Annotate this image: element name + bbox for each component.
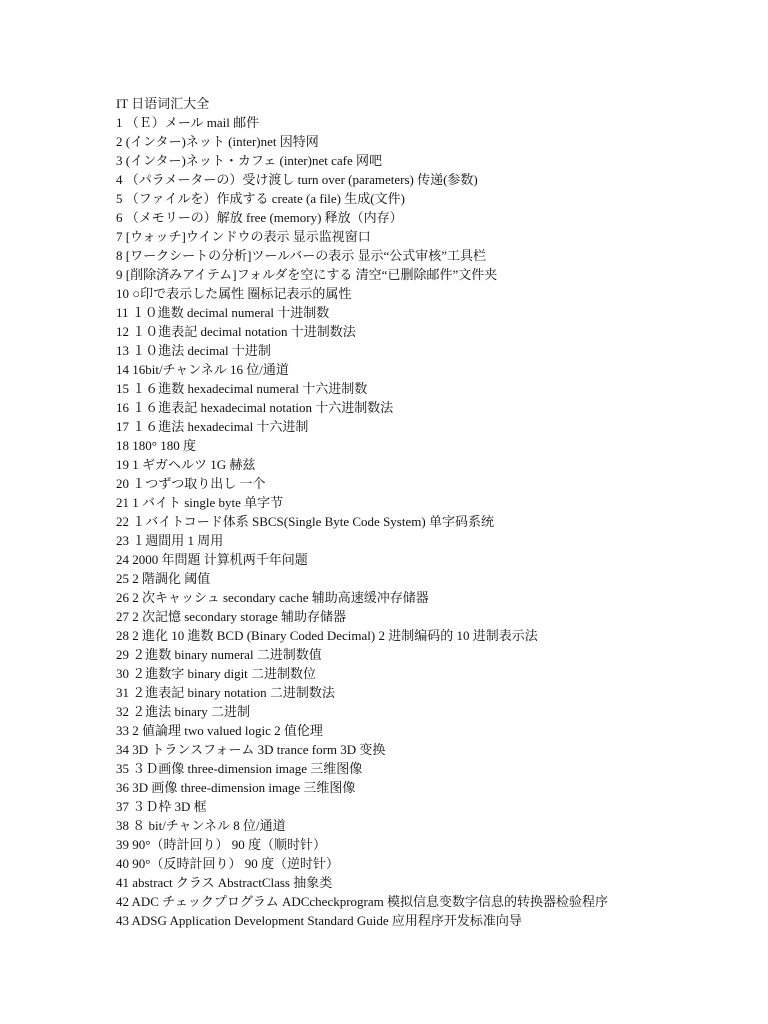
vocabulary-list: [116, 113, 736, 930]
vocabulary-entry: 10 ○印で表示した属性 圈标记表示的属性: [116, 286, 352, 301]
vocabulary-entry: 21 1 バイト single byte 单字节: [116, 495, 284, 510]
vocabulary-entry: 39 90°（時計回り） 90 度（顺时针）: [116, 837, 326, 852]
vocabulary-entry: 1 （Ｅ）メール mail 邮件: [116, 115, 260, 130]
vocabulary-entry: 16 １６進表記 hexadecimal notation 十六进制数法: [116, 400, 394, 415]
vocabulary-entry: 11 １０進数 decimal numeral 十进制数: [116, 305, 330, 320]
vocabulary-entry: 33 2 値論理 two valued logic 2 值伦理: [116, 723, 323, 738]
vocabulary-entry: 25 2 階調化 阈值: [116, 571, 211, 586]
vocabulary-entry: 17 １６進法 hexadecimal 十六进制: [116, 419, 309, 434]
vocabulary-entry: 8 [ワークシートの分析]ツールバーの表示 显示“公式审核”工具栏: [116, 248, 487, 263]
vocabulary-entry: 12 １０進表記 decimal notation 十进制数法: [116, 324, 356, 339]
vocabulary-entry: 3 (インター)ネット・カフェ (inter)net cafe 网吧: [116, 153, 382, 168]
vocabulary-entry: 13 １０進法 decimal 十进制: [116, 343, 271, 358]
vocabulary-entry: 31 ２進表記 binary notation 二进制数法: [116, 685, 335, 700]
vocabulary-entry: 35 ３Ｄ画像 three-dimension image 三维图像: [116, 761, 363, 776]
vocabulary-entry: 41 abstract クラス AbstractClass 抽象类: [116, 875, 333, 890]
vocabulary-entry: 2 (インター)ネット (inter)net 因特网: [116, 134, 319, 149]
vocabulary-entry: 29 ２進数 binary numeral 二进制数值: [116, 647, 322, 662]
vocabulary-entry: 28 2 進化 10 進数 BCD (Binary Coded Decimal) 2 进制编码的 10 进制表示法: [116, 628, 538, 643]
vocabulary-entry: 23 １週間用 1 周用: [116, 533, 224, 548]
vocabulary-entry: 14 16bit/チャンネル 16 位/通道: [116, 362, 289, 377]
vocabulary-entry: 27 2 次記憶 secondary storage 辅助存储器: [116, 609, 346, 624]
vocabulary-entry: 37 ３Ｄ枠 3D 框: [116, 799, 207, 814]
vocabulary-entry: 40 90°（反時計回り） 90 度（逆时针）: [116, 856, 339, 871]
vocabulary-entry: 9 [削除済みアイテム]フォルダを空にする 清空“已删除邮件”文件夹: [116, 267, 498, 282]
vocabulary-entry: 32 ２進法 binary 二进制: [116, 704, 250, 719]
vocabulary-entry: 36 3D 画像 three-dimension image 三维图像: [116, 780, 356, 795]
vocabulary-entry: 24 2000 年問題 计算机两千年问题: [116, 552, 308, 567]
vocabulary-entry: 38 ８ bit/チャンネル 8 位/通道: [116, 818, 286, 833]
vocabulary-entry: 7 [ウォッチ]ウインドウの表示 显示监视窗口: [116, 229, 371, 244]
vocabulary-entry: 4 （パラメーターの）受け渡し turn over (parameters) 传递(参数): [116, 172, 478, 187]
vocabulary-entry: 6 （メモリーの）解放 free (memory) 释放（内存）: [116, 210, 403, 225]
document-title: IT 日语词汇大全: [116, 96, 210, 111]
vocabulary-entry: 18 180° 180 度: [116, 438, 196, 453]
vocabulary-entry: 22 １バイトコード体系 SBCS(Single Byte Code System) 单字码系统: [116, 514, 494, 529]
document-body: [116, 94, 736, 930]
vocabulary-entry: 42 ADC チェックプログラム ADCcheckprogram 模拟信息变数字信息的转换器检验程序: [116, 894, 609, 909]
vocabulary-entry: 43 ADSG Application Development Standard Guide 应用程序开发标准向导: [116, 913, 522, 928]
vocabulary-entry: 30 ２進数字 binary digit 二进制数位: [116, 666, 317, 681]
vocabulary-entry: 26 2 次キャッシュ secondary cache 辅助高速缓冲存储器: [116, 590, 429, 605]
vocabulary-entry: 15 １６進数 hexadecimal numeral 十六进制数: [116, 381, 368, 396]
vocabulary-entry: 34 3D トランスフォーム 3D trance form 3D 变换: [116, 742, 386, 757]
vocabulary-entry: 20 １つずつ取り出し 一个: [116, 476, 266, 491]
vocabulary-entry: 19 1 ギガヘルツ 1G 赫兹: [116, 457, 256, 472]
vocabulary-entry: 5 （ファイルを）作成する create (a file) 生成(文件): [116, 191, 405, 206]
